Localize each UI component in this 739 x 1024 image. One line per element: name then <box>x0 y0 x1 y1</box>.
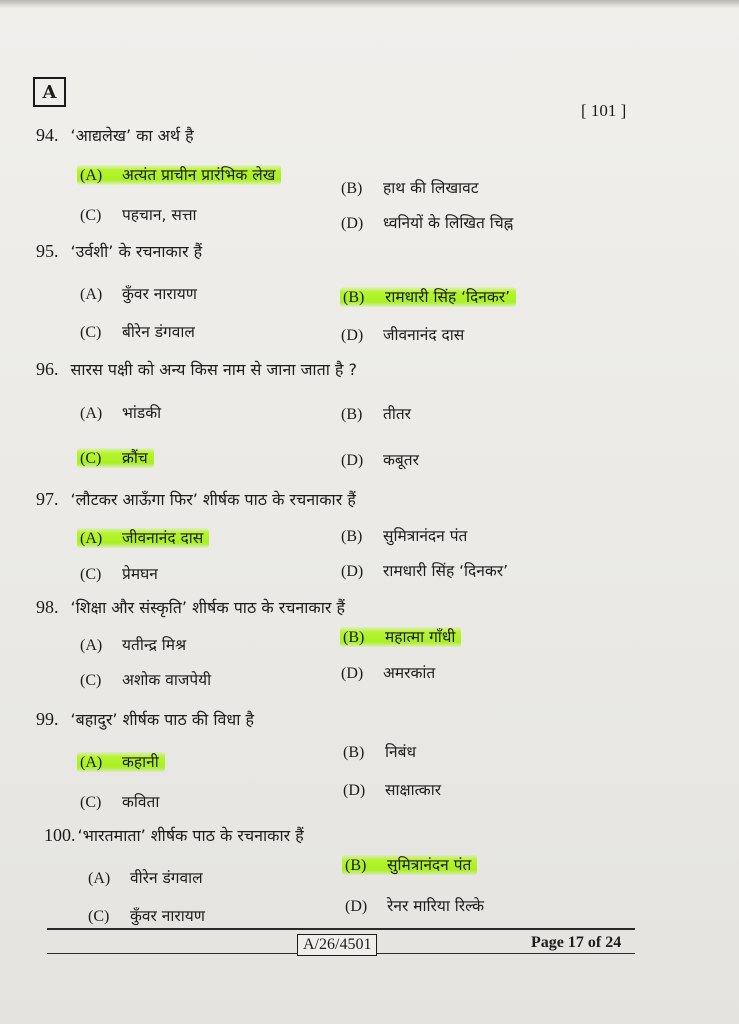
question-99 <box>36 708 254 730</box>
option-99-d: (D) साक्षात्कार <box>343 781 442 799</box>
option-98-a: (A) यतीन्द्र मिश्र <box>80 636 187 654</box>
question-number: 99. <box>36 709 59 729</box>
question-96 <box>36 358 357 380</box>
option-98-d: (D) अमरकांत <box>341 664 436 682</box>
answer-highlight: (B) महात्मा गाँधी <box>340 627 461 647</box>
option-99-c: (C) कविता <box>80 793 160 811</box>
paper-code: [ 101 ] <box>581 101 627 120</box>
option-97-c: (C) प्रेमघन <box>80 565 158 583</box>
question-number: 95. <box>36 241 59 261</box>
footer-rule-top <box>47 928 635 930</box>
option-95-a: (A) कुँवर नारायण <box>80 285 197 303</box>
question-text: सारस पक्षी को अन्य किस नाम से जाना जाता है ? <box>70 360 358 379</box>
question-100 <box>44 824 304 846</box>
option-97-a <box>80 526 209 548</box>
option-96-a: (A) भांडकी <box>80 404 162 422</box>
answer-highlight: (C) क्रौंच <box>77 448 154 468</box>
question-text: ‘भारतमाता’ शीर्षक पाठ के रचनाकार हैं <box>77 826 304 845</box>
option-98-c: (C) अशोक वाजपेयी <box>80 671 212 689</box>
option-96-b: (B) तीतर <box>341 405 412 423</box>
option-99-a <box>80 750 165 772</box>
option-94-d: (D) ध्वनियों के लिखित चिह्न <box>341 214 514 232</box>
question-95 <box>36 240 202 262</box>
option-100-d: (D) रेनर मारिया रिल्के <box>345 897 485 915</box>
question-text: ‘बहादुर’ शीर्षक पाठ की विधा है <box>70 710 254 729</box>
option-100-c: (C) कुँवर नारायण <box>88 907 205 925</box>
set-label-box: A <box>33 77 66 107</box>
option-94-a <box>80 163 281 185</box>
booklet-code: A/26/4501 <box>297 934 377 956</box>
question-text: ‘उर्वशी’ के रचनाकार हैं <box>70 242 203 261</box>
option-100-b <box>345 853 477 875</box>
option-98-b <box>343 625 461 647</box>
question-97 <box>36 488 356 510</box>
question-text: ‘लौटकर आऊँगा फिर’ शीर्षक पाठ के रचनाकार हैं <box>70 490 356 509</box>
option-94-b: (B) हाथ की लिखावट <box>341 179 479 197</box>
option-99-b: (B) निबंध <box>343 743 417 761</box>
option-95-c: (C) बीरेन डंगवाल <box>80 323 195 341</box>
question-number: 100. <box>44 825 76 845</box>
question-94 <box>36 124 194 146</box>
option-96-c <box>80 446 154 468</box>
answer-highlight: (B) सुमित्रानंदन पंत <box>342 855 477 875</box>
question-98 <box>36 596 345 618</box>
page-number: Page 17 of 24 <box>531 934 622 951</box>
page-top-shadow <box>0 0 739 8</box>
answer-highlight: (A) कहानी <box>77 752 165 772</box>
question-number: 94. <box>36 125 59 145</box>
option-97-b: (B) सुमित्रानंदन पंत <box>341 527 468 545</box>
question-number: 96. <box>36 359 59 379</box>
option-97-d: (D) रामधारी सिंह ‘दिनकर’ <box>341 562 509 580</box>
question-text: ‘शिक्षा और संस्कृति’ शीर्षक पाठ के रचनाकार हैं <box>70 598 345 617</box>
answer-highlight: (A) जीवनानंद दास <box>77 528 209 548</box>
question-text: ‘आद्यलेख’ का अर्थ है <box>70 126 194 145</box>
option-96-d: (D) कबूतर <box>341 451 419 469</box>
option-100-a: (A) वीरेन डंगवाल <box>88 869 203 887</box>
question-number: 98. <box>36 597 59 617</box>
option-95-d: (D) जीवनानंद दास <box>341 326 465 344</box>
answer-highlight: (B) रामधारी सिंह ‘दिनकर’ <box>340 287 516 307</box>
option-94-c: (C) पहचान, सत्ता <box>80 206 197 224</box>
answer-highlight: (A) अत्यंत प्राचीन प्रारंभिक लेख <box>77 165 281 185</box>
question-number: 97. <box>36 489 59 509</box>
option-95-b <box>343 285 516 307</box>
